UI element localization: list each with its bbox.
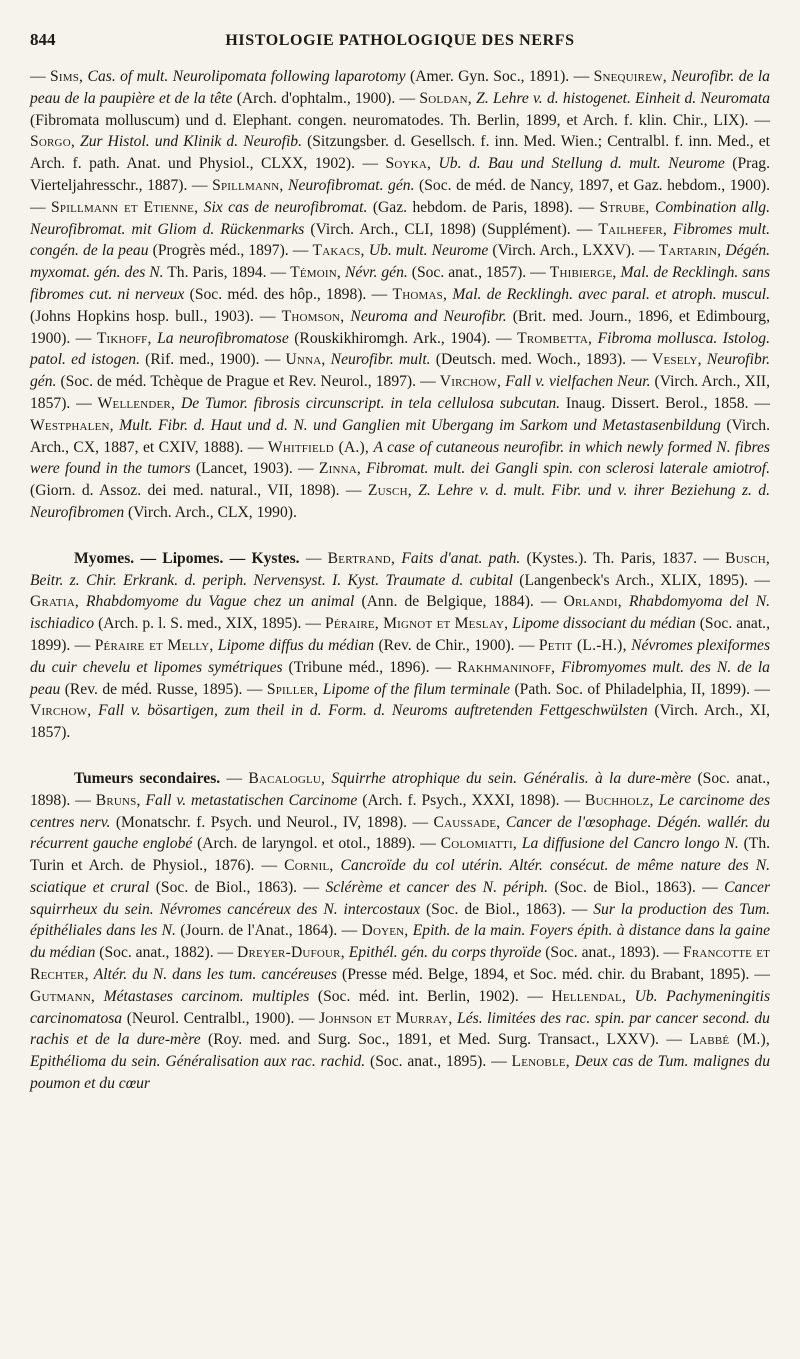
entry-title: Fibroma mollusca. Istolog. patol. ed istogen.: [30, 329, 771, 369]
entry-source: (Rouskikhiromgh. Ark., 1904).: [288, 329, 491, 347]
entry-source: (Virch. Arch., LXXV).: [488, 242, 635, 260]
entry-author: Petit (L.-H.),: [538, 636, 627, 654]
entry-title: Cancroïde du col utérin. Altér. consécut. de même nature des N. sciatique et crural: [30, 857, 770, 896]
entry-title: Ub. d. Bau und Stellung d. mult. Neurome: [438, 155, 725, 173]
bib-entry: [30, 988, 519, 1005]
entry-title: Z. Lehre v. d. mult. Fibr. und v. ihrer Beziehung z. d. Neurofibromen: [30, 482, 770, 521]
entry-source: (Soc. de Biol., 1863).: [420, 900, 566, 918]
entry-title: Neurofibr. mult.: [330, 351, 431, 369]
entry-title: Deux cas de Tum. malignes du poumon et du cœur: [30, 1053, 770, 1093]
entry-title: Epithél. gén. du corps thyroïde: [348, 944, 542, 962]
entry-author: Thomson,: [281, 307, 345, 325]
entry-author: Bacaloglu,: [248, 769, 326, 787]
entry-source: (Soc. méd. int. Berlin, 1902).: [309, 987, 519, 1005]
entry-source: (Roy. med. and Surg. Soc., 1891, et Med. Surg. Transact., LXXV).: [200, 1031, 659, 1049]
entry-title: Fall v. bösartigen, zum theil in d. Form. d. Neuroms auftretenden Fettgeschwülsten: [98, 702, 648, 720]
entry-source: (Johns Hopkins hosp. bull., 1903).: [30, 307, 254, 325]
entry-source: (Kystes.). Th. Paris, 1837.: [520, 549, 698, 567]
entry-author: Soyka,: [385, 155, 432, 173]
page-number: 844: [30, 30, 56, 49]
entry-title: Mal. de Recklingh. sans fibromes cut. ni nerveux: [30, 264, 771, 303]
entry-author: Francotte et Rechter,: [30, 944, 771, 984]
bib-entry: [51, 199, 573, 216]
entry-author: Péraire, Mignot et Meslay,: [325, 615, 509, 633]
entry-author: Doyen,: [361, 922, 409, 940]
entry-author: Unna,: [285, 351, 326, 369]
entry-title: Rhabdomyome du Vague chez un animal: [86, 593, 355, 611]
entry-source: (Soc. anat., 1895).: [365, 1053, 487, 1071]
entry-author: Gratia,: [30, 593, 79, 611]
bib-entry: [285, 351, 626, 368]
entry-author: Témoin,: [290, 264, 341, 282]
bib-entry: [97, 330, 491, 347]
entry-source: (Journ. de l'Anat., 1864).: [175, 922, 338, 940]
entry-title: Cas. of mult. Neurolipomata following laparotomy: [87, 68, 406, 85]
bib-entry: [237, 944, 660, 961]
entry-source: (Ann. de Belgique, 1884).: [354, 593, 534, 611]
entry-author: Tailhefer,: [598, 220, 668, 238]
section-heading: Tumeurs secondaires.: [74, 769, 221, 787]
entry-source: (Soc. anat., 1893).: [541, 944, 660, 962]
entry-author: Wellender,: [97, 394, 176, 412]
entry-title: Faits d'anat. path.: [401, 549, 521, 567]
entry-author: Labbé (M.),: [689, 1031, 770, 1049]
entry-source: (Sitzungsber. d. Gesellsch. f. inn. Med. Wien.; Centralbl. f. inn. Med., et Arch. f. path. Anat. und Physiol., CLXX, 1902).: [30, 133, 770, 173]
entry-author: Virchow,: [439, 373, 502, 391]
section-heading: Myomes. — Lipomes. — Kystes.: [74, 549, 300, 567]
entry-source: (Soc. anat., 1857).: [407, 264, 527, 282]
entry-source: Inaug. Dissert. Berol., 1858.: [560, 394, 749, 412]
running-title: HISTOLOGIE PATHOLOGIQUE DES NERFS: [225, 32, 575, 49]
entry-source: (Path. Soc. of Philadelphia, II, 1899).: [510, 680, 750, 698]
entry-source: (Soc. de méd. de Nancy, 1897, et Gaz. hebdom., 1900).: [414, 176, 770, 194]
entry-source: (Soc. anat., 1882).: [95, 944, 214, 962]
entry-title: Neuroma and Neurofibr.: [350, 307, 507, 325]
entry-author: Johnson et Murray,: [319, 1009, 453, 1027]
bib-entry: [212, 177, 770, 194]
entry-source: (Fibromata molluscum) und d. Elephant. congen. neuromatodes. Th. Berlin, 1899, et Arch. f. klin. Chir., LIX).: [30, 111, 749, 129]
entry-source: (Arch. d'ophtalm., 1900).: [232, 89, 396, 107]
entry-title: Fall v. metastatischen Carcinome: [145, 791, 358, 809]
entry-source: (Rif. med., 1900).: [140, 351, 260, 369]
entry-author: Orlandi,: [563, 593, 622, 611]
entry-source: (Amer. Gyn. Soc., 1891).: [405, 68, 570, 85]
entry-source: (Virch. Arch., CLI, 1898) (Supplément).: [304, 220, 571, 238]
entry-source: (Soc. de Biol., 1863).: [149, 878, 298, 896]
entry-title: Altér. du N. dans les tum. cancéreuses: [93, 966, 337, 984]
entry-author: Soldan,: [419, 89, 472, 107]
entry-title: Cancer squirrheux du sein. Névromes cancéreux des N. intercostaux: [30, 878, 771, 918]
entry-author: Bruns,: [95, 791, 141, 809]
entry-source: (Virch. Arch., CX, 1887, et CXIV, 1888).: [30, 416, 770, 456]
entry-title: Névromes plexiformes du cuir chevelu et lipomes symétriques: [30, 636, 771, 676]
entry-source: (Deutsch. med. Woch., 1893).: [430, 351, 627, 369]
bibliography-section-myomes-lipomes-kystes: Myomes. — Lipomes. — Kystes. — Bertrand, Faits d'anat. path. (Kystes.). Th. Paris, 1837. — Busch, Beitr. z. Chir. Erkrank. d. periph. Nervensyst. I. Kyst. Traumate d. cubital (Langenbeck's Arch., XLIX, 1895). — Gratia, Rhabdomyome du Vague chez un animal (Ann. de Belgique, 1884). — Orlandi, Rhabdomyoma del N. ischiadico (Arch. p. l. S. med., XIX, 1895). — Péraire, Mignot et Meslay, Lipome dissociant du médian (Soc. anat., 1899). — Péraire et Melly, Lipome diffus du médian (Rev. de Chir., 1900). — Petit (L.-H.), Névromes plexiformes du cuir chevelu et lipomes symétriques (Tribune méd., 1896). — Rakhmaninoff, Fibromyomes mult. des N. de la peau (Rev. de méd. Russe, 1895). — Spiller, Lipome of the filum terminale (Path. Soc. of Philadelphia, II, 1899). — Virchow, Fall v. bösartigen, zum theil in d. Form. d. Neuroms auftretenden Fettgeschwülsten (Virch. Arch., XI, 1857).: [30, 549, 771, 742]
entry-title: Neurofibr. de la peau de la paupière et de la tête: [30, 68, 770, 107]
entry-author: Whitfield (A.),: [267, 438, 370, 456]
bib-entry: [96, 792, 560, 809]
entry-source: (Presse méd. Belge, 1894, et Soc. méd. chir. du Brabant, 1895).: [336, 966, 750, 984]
entry-title: Sur la production des Tum. épithéliales dans les N.: [30, 900, 771, 940]
entry-title: Mult. Fibr. d. Haut und d. N. und Ganglien mit Ubergang im Sarkom und Metastasenbildung: [119, 416, 721, 434]
entry-source: Th. Paris, 1894.: [163, 264, 267, 282]
entry-source: (Prag. Vierteljahresschr., 1887).: [30, 155, 770, 194]
entry-title: Lés. limitées des rac. spin. par cancer second. du rachis et de la dure-mère: [30, 1009, 770, 1049]
entry-author: Vesely,: [652, 351, 702, 369]
entry-title: Neurofibromat. gén.: [288, 176, 415, 194]
bib-entry: [267, 681, 750, 698]
entry-author: Dreyer-Dufour,: [237, 944, 345, 962]
entry-title: Epithélioma du sein. Généralisation aux rac. rachid.: [30, 1053, 366, 1071]
entry-source: (Soc. de méd. Tchèque de Prague et Rev. Neurol., 1897).: [56, 373, 417, 391]
entry-author: Trombetta,: [517, 329, 593, 347]
entry-source: (Rev. de Chir., 1900).: [374, 636, 515, 654]
entry-title: Névr. gén.: [344, 264, 408, 282]
bib-entry: [30, 702, 770, 741]
entry-author: Hellendal,: [551, 987, 627, 1005]
bibliography-section-neurofibromes: — Sims, Cas. of mult. Neurolipomata following laparotomy (Amer. Gyn. Soc., 1891). — Snequirew, Neurofibr. de la peau de la paupière et de la tête (Arch. d'ophtalm., 1900). — Soldan, Z. Lehre v. d. histogenet. Einheit d. Neuromata (Fibromata molluscum) und d. Elephant. congen. neuromatodes. Th. Berlin, 1899, et Arch. f. klin. Chir., LIX). — Sorgo, Zur Histol. und Klinik d. Neurofib. (Sitzungsber. d. Gesellsch. f. inn. Med. Wien.; Centralbl. f. inn. Med., et Arch. f. path. Anat. und Physiol., CLXX, 1902). — Soyka, Ub. d. Bau und Stellung d. mult. Neurome (Prag. Vierteljahresschr., 1887). — Spillmann, Neurofibromat. gén. (Soc. de méd. de Nancy, 1897, et Gaz. hebdom., 1900). — Spillmann et Etienne, Six cas de neurofibromat. (Gaz. hebdom. de Paris, 1898). — Strube, Combination allg. Neurofibromat. mit Gliom d. Rückenmarks (Virch. Arch., CLI, 1898) (Supplément). — Tailhefer, Fibromes mult. congén. de la peau (Progrès méd., 1897). — Takacs, Ub. mult. Neurome (Virch. Arch., LXXV). — Tartarin, Dégén. myxomat. gén. des N. Th. Paris, 1894. — Témoin, Névr. gén. (Soc. anat., 1857). — Thibierge, Mal. de Recklingh. sans fibromes cut. ni nerveux (Soc. méd. des hôp., 1898). — Thomas, Mal. de Recklingh. avec paral. et atroph. muscul. (Johns Hopkins hosp. bull., 1903). — Thomson, Neuroma and Neurofibr. (Brit. med. Journ., 1896, et Edimbourg, 1900). — Tikhoff, La neurofibromatose (Rouskikhiromgh. Ark., 1904). — Trombetta, Fibroma mollusca. Istolog. patol. ed istogen. (Rif. med., 1900). — Unna, Neurofibr. mult. (Deutsch. med. Woch., 1893). — Vesely, Neurofibr. gén. (Soc. de méd. Tchèque de Prague et Rev. Neurol., 1897). — Virchow, Fall v. vielfachen Neur. (Virch. Arch., XII, 1857). — Wellender, De Tumor. fibrosis circunscript. in tela cellulosa subcutan. Inaug. Dissert. Berol., 1858. — Westphalen, Mult. Fibr. d. Haut und d. N. und Ganglien mit Ubergang im Sarkom und Metastasenbildung (Virch. Arch., CX, 1887, et CXIV, 1888). — Whitfield (A.), A case of cutaneous neurofibr. in which newly formed N. fibres were found in the tumors (Lancet, 1903). — Zinna, Fibromat. mult. dei Gangli spin. con sclerosi laterale amiotrof. (Giorn. d. Assoz. dei med. natural., VII, 1898). — Zusch, Z. Lehre v. d. mult. Fibr. und v. ihrer Beziehung z. d. Neurofibromen (Virch. Arch., CLX, 1990).: [30, 68, 771, 521]
entry-title: Métastases carcinom. multiples: [103, 987, 310, 1005]
bib-entry: [98, 395, 749, 412]
entry-title: Lipome dissociant du médian: [512, 615, 696, 633]
entry-title: Squirrhe atrophique du sein. Généralis. à la dure-mère: [331, 769, 692, 787]
entry-source: (Tribune méd., 1896).: [282, 658, 430, 676]
entry-title: Fibromyomes mult. des N. de la peau: [30, 658, 770, 698]
entry-title: La neurofibromatose: [157, 329, 289, 347]
entry-title: Z. Lehre v. d. histogenet. Einheit d. Neuromata: [476, 89, 771, 107]
entry-author: Virchow,: [30, 702, 92, 720]
entry-source: (Progrès méd., 1897).: [148, 242, 289, 260]
running-head: [30, 30, 770, 60]
entry-author: Tartarin,: [658, 242, 722, 260]
entry-title: Lipome of the filum terminale: [322, 680, 511, 698]
entry-title: Zur Histol. und Klinik d. Neurofib.: [80, 133, 302, 151]
entry-author: Busch,: [725, 549, 770, 567]
entry-source: (Arch. f. Psych., XXXI, 1898).: [357, 791, 560, 809]
entry-title: Sclérème et cancer des N. périph.: [325, 878, 548, 896]
entry-author: Takacs,: [312, 242, 365, 260]
entry-author: Buchholz,: [584, 791, 654, 809]
entry-author: Sims,: [50, 68, 84, 85]
entry-source: (Gaz. hebdom. de Paris, 1898).: [367, 198, 573, 216]
entry-author: Spillmann,: [212, 176, 284, 194]
bib-entry: [95, 637, 515, 654]
entry-title: Combination allg. Neurofibromat. mit Gliom d. Rückenmarks: [30, 198, 771, 238]
entry-title: Rhabdomyoma del N. ischiadico: [30, 593, 771, 633]
entry-source: (Soc. de Biol., 1863).: [547, 878, 696, 896]
entry-author: Thibierge,: [549, 264, 617, 282]
entry-author: Gutmann,: [30, 987, 96, 1005]
entry-source: (Rev. de méd. Russe, 1895).: [60, 680, 243, 698]
entry-title: Le carcinome des centres nerv.: [30, 791, 771, 831]
entry-author: Zinna,: [318, 460, 361, 478]
bibliography-section-tumeurs-secondaires: Tumeurs secondaires. — Bacaloglu, Squirrhe atrophique du sein. Généralis. à la dure-mère (Soc. anat., 1898). — Bruns, Fall v. metastatischen Carcinome (Arch. f. Psych., XXXI, 1898). — Buchholz, Le carcinome des centres nerv. (Monatschr. f. Psych. und Neurol., IV, 1898). — Caussade, Cancer de l'œsophage. Dégén. wallér. du récurrent gauche englobé (Arch. de laryngol. et otol., 1889). — Colomiatti, La diffusione del Cancro longo N. (Th. Turin et Arch. de Physiol., 1876). — Cornil, Cancroïde du col utérin. Altér. consécut. de même nature des N. sciatique et crural (Soc. de Biol., 1863). — Sclérème et cancer des N. périph. (Soc. de Biol., 1863). — Cancer squirrheux du sein. Névromes cancéreux des N. intercostaux (Soc. de Biol., 1863). — Sur la production des Tum. épithéliales dans les N. (Journ. de l'Anat., 1864). — Doyen, Epith. de la main. Foyers épith. à distance dans la gaine du médian (Soc. anat., 1882). — Dreyer-Dufour, Epithél. gén. du corps thyroïde (Soc. anat., 1893). — Francotte et Rechter, Altér. du N. dans les tum. cancéreuses (Presse méd. Belge, 1894, et Soc. méd. chir. du Brabant, 1895). — Gutmann, Métastases carcinom. multiples (Soc. méd. int. Berlin, 1902). — Hellendal, Ub. Pachymeningitis carcinomatosa (Neurol. Centralbl., 1900). — Johnson et Murray, Lés. limitées des rac. spin. par cancer second. du rachis et de la dure-mère (Roy. med. and Surg. Soc., 1891, et Med. Surg. Transact., LXXV). — Labbé (M.), Epithélioma du sein. Généralisation aux rac. rachid. (Soc. anat., 1895). — Lenoble, Deux cas de Tum. malignes du poumon et du cœur: [30, 769, 771, 1093]
entry-author: Tikhoff,: [96, 329, 152, 347]
entry-source: (Langenbeck's Arch., XLIX, 1895).: [512, 571, 749, 589]
entry-author: Bertrand,: [327, 549, 396, 567]
entry-author: Spiller,: [266, 680, 319, 698]
bib-entry: [313, 242, 635, 259]
entry-source: (Brit. med. Journ., 1896, et Edimbourg, 1900).: [30, 307, 771, 347]
bib-entry: [50, 68, 569, 85]
entry-author: Cornil,: [284, 857, 334, 875]
entry-author: Péraire et Melly,: [94, 636, 214, 654]
bib-entry: [325, 879, 695, 896]
entry-title: Neurofibr. gén.: [30, 351, 771, 391]
entry-author: Snequirew,: [593, 68, 667, 85]
entry-author: Zusch,: [367, 482, 412, 500]
entry-author: Rakhmaninoff,: [457, 658, 556, 676]
entry-author: Thomas,: [392, 285, 448, 303]
entry-source: (Virch. Arch., CLX, 1990).: [124, 503, 297, 521]
entry-title: Fibromat. mult. dei Gangli spin. con sclerosi laterale amiotrof.: [366, 460, 770, 478]
entry-source: (Monatschr. f. Psych. und Neurol., IV, 1898).: [110, 813, 407, 831]
entry-title: Fibromes mult. congén. de la peau: [30, 220, 770, 260]
entry-title: Ub. Pachymeningitis carcinomatosa: [30, 987, 771, 1027]
entry-title: A case of cutaneous neurofibr. in which newly formed N. fibres were found in the tumors: [30, 438, 770, 478]
bib-entry: [328, 550, 697, 567]
entry-author: Colomiatti,: [440, 835, 518, 853]
entry-title: Six cas de neurofibromat.: [203, 198, 368, 216]
entry-author: Spillmann et Etienne,: [51, 198, 199, 216]
entry-source: (Giorn. d. Assoz. dei med. natural., VII, 1898).: [30, 482, 340, 500]
entry-source: (Virch. Arch., XI, 1857).: [30, 702, 770, 742]
entry-title: Cancer de l'œsophage. Dégén. wallér. du récurrent gauche englobé: [30, 813, 770, 853]
entry-title: Dégén. myxomat. gén. des N.: [30, 242, 771, 282]
entry-title: Fall v. vielfachen Neur.: [505, 373, 651, 391]
entry-author: Westphalen,: [30, 416, 114, 434]
entry-title: Epith. de la main. Foyers épith. à distance dans la gaine du médian: [30, 922, 770, 962]
entry-source: (Th. Turin et Arch. de Physiol., 1876).: [30, 835, 771, 875]
entry-author: Lenoble,: [511, 1053, 570, 1071]
entry-source: (Virch. Arch., XII, 1857).: [30, 373, 770, 412]
entry-title: Ub. mult. Neurome: [368, 242, 489, 260]
bib-entry: [30, 593, 534, 610]
entry-source: (Soc. anat., 1899).: [30, 615, 770, 654]
entry-author: Sorgo,: [30, 133, 75, 151]
entry-title: Beitr. z. Chir. Erkrank. d. periph. Nervensyst. I. Kyst. Traumate d. cubital: [30, 571, 513, 589]
entry-source: (Soc. anat., 1898).: [30, 769, 770, 809]
entry-source: (Arch. de laryngol. et otol., 1889).: [192, 835, 416, 853]
entry-source: (Neurol. Centralbl., 1900).: [122, 1009, 295, 1027]
entry-title: La diffusione del Cancro longo N.: [521, 835, 739, 853]
entry-author: Strube,: [599, 198, 650, 216]
entry-title: Mal. de Recklingh. avec paral. et atroph. muscul.: [452, 285, 771, 303]
entry-source: (Soc. méd. des hôp., 1898).: [184, 285, 367, 303]
entry-source: (Lancet, 1903).: [190, 460, 293, 478]
bib-entry: [290, 264, 526, 281]
entry-author: Caussade,: [433, 813, 501, 831]
entry-title: De Tumor. fibrosis circunscript. in tela cellulosa subcutan.: [180, 394, 561, 412]
entry-title: Lipome diffus du médian: [217, 636, 375, 654]
entry-source: (Arch. p. l. S. med., XIX, 1895).: [94, 615, 302, 633]
